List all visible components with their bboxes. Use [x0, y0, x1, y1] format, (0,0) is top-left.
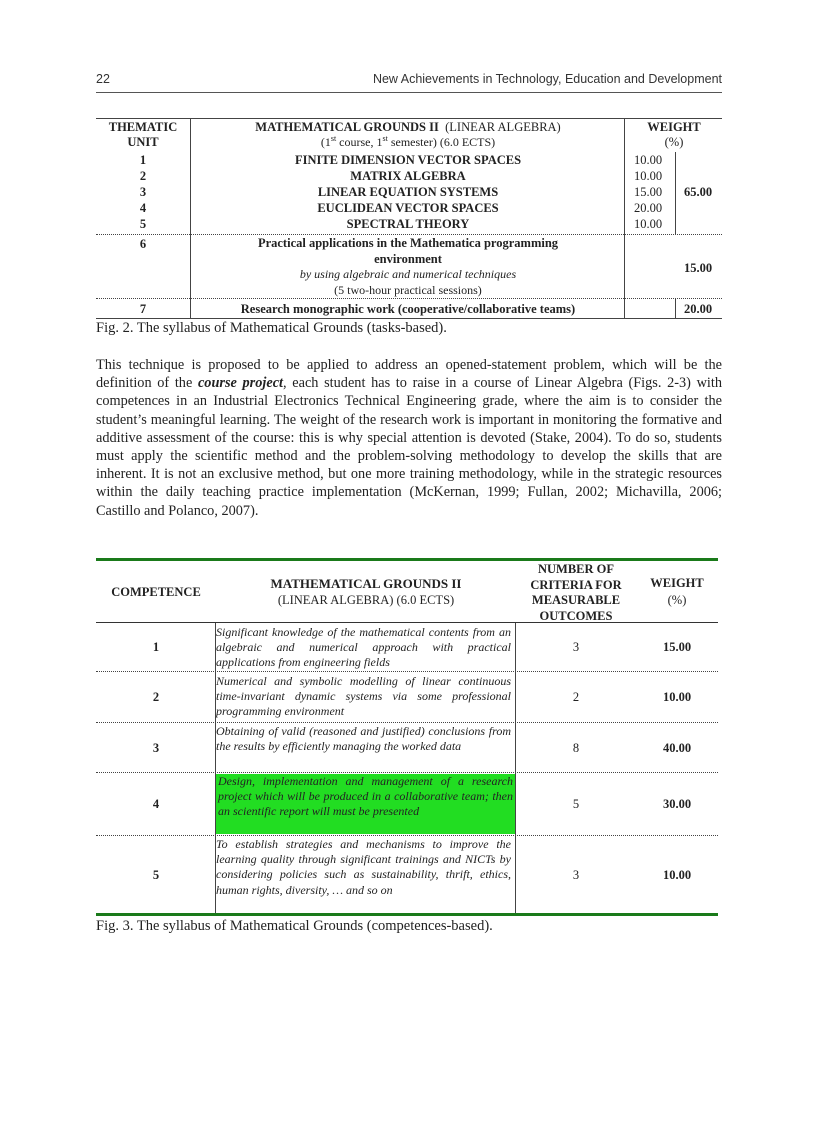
head-text: UNIT [127, 135, 159, 149]
competence-description: Significant knowledge of the mathematical contents from an algebraic and numerical approach with practical applications from engineering fields [216, 625, 511, 670]
competence-weight: 10.00 [662, 867, 692, 882]
competence-description-highlighted: Design, implementation and management of a research project which will be produced in a collaborative team; then an scientific report will must be presented [216, 774, 515, 834]
competence-weight: 10.00 [662, 690, 692, 704]
head-text: MATHEMATICAL GROUNDS II [270, 576, 462, 591]
unit-title: environment [374, 251, 442, 266]
unit-weight: 10.00 [634, 217, 663, 231]
table-row [96, 301, 722, 317]
table2-head-criteria [516, 562, 636, 624]
unit-number: 6 [139, 237, 147, 251]
table2-head-competence: COMPETENCE [111, 584, 201, 599]
table1-units [96, 152, 722, 232]
table1-head-weight [626, 120, 722, 150]
unit-number: 2 [139, 169, 147, 183]
table2-head-weight [636, 562, 718, 622]
competence-weight: 15.00 [662, 640, 692, 654]
table2-separator [96, 772, 718, 773]
criteria-count: 3 [572, 867, 580, 882]
head-title-paren: (LINEAR ALGEBRA) [445, 120, 561, 134]
competence-description: To establish strategies and mechanisms to improve the learning quality through significant trainings and NICTs by considering policies such as sustainability, thrift, ethics, human rights, diversity, … and so on [216, 837, 511, 897]
table-row [96, 168, 722, 184]
head-text: CRITERIA FOR [530, 577, 622, 592]
head-text: MEASURABLE [531, 593, 621, 607]
competence-weight: 30.00 [662, 797, 692, 811]
competence-number: 4 [152, 797, 160, 811]
table2-separator [96, 835, 718, 836]
syllabus-tasks-table [96, 118, 722, 320]
unit6-description [192, 236, 624, 298]
head-text: THEMATIC [108, 120, 178, 134]
syllabus-competences-table [96, 558, 718, 913]
unit-title: EUCLIDEAN VECTOR SPACES [317, 201, 499, 215]
unit-title: Research monographic work (cooperative/collaborative teams) [240, 302, 576, 316]
group-total-weight: 65.00 [684, 185, 713, 199]
competence-number: 1 [152, 640, 160, 654]
table1-separator [96, 298, 722, 299]
table-row [96, 236, 722, 298]
criteria-count: 3 [572, 640, 580, 654]
head-text: (LINEAR ALGEBRA) (6.0 ECTS) [277, 593, 455, 607]
competence-description: Obtaining of valid (reasoned and justified) conclusions from the results by efficiently managing the worked data [216, 724, 511, 754]
paragraph-emphasis: course project [197, 375, 284, 392]
head-text: (%) [667, 593, 687, 607]
table2-bottom-rule [96, 913, 718, 916]
unit-title: FINITE DIMENSION VECTOR SPACES [294, 153, 522, 167]
table2-head-title [216, 562, 516, 622]
book-title: New Achievements in Technology, Education and Development [372, 72, 722, 86]
head-sub: (1 [320, 135, 331, 149]
head-sub: semester) (6.0 ECTS) [387, 135, 496, 149]
head-text: OUTCOMES [539, 608, 613, 623]
competence-number: 3 [152, 740, 160, 755]
table-row [96, 216, 722, 232]
head-text: NUMBER OF [537, 562, 615, 576]
unit-weight: 10.00 [634, 153, 663, 167]
unit-weight: 15.00 [684, 261, 713, 275]
criteria-count: 2 [572, 690, 580, 704]
table-row [96, 184, 722, 200]
table1-head-title [192, 120, 624, 150]
unit-title: LINEAR EQUATION SYSTEMS [317, 185, 499, 199]
head-sup: st [382, 134, 388, 143]
unit-weight: 15.00 [634, 185, 663, 199]
unit-subtitle: by using algebraic and numerical techniques [299, 267, 517, 281]
table1-head-unit [96, 120, 190, 150]
unit-title: MATRIX ALGEBRA [350, 169, 466, 183]
competence-number: 5 [152, 867, 160, 882]
competence-number: 2 [152, 690, 160, 704]
criteria-count: 5 [572, 797, 580, 811]
table-row [96, 200, 722, 216]
unit-title: Practical applications in the Mathematica programming [257, 236, 559, 250]
competence-description: Numerical and symbolic modelling of linear continuous time-invariant dynamic systems via some professional programming environment [216, 674, 511, 719]
figure-caption: Fig. 3. The syllabus of Mathematical Grounds (competences-based). [96, 918, 493, 934]
unit-number: 7 [139, 302, 147, 316]
unit-title: SPECTRAL THEORY [346, 217, 470, 231]
paragraph-text: This technique is proposed to be applied to address an opened-statement problem, which will be the definition of the [96, 357, 722, 392]
table1-separator [96, 234, 722, 235]
criteria-count: 8 [572, 740, 580, 755]
competence-weight: 40.00 [662, 740, 692, 755]
table1-bottom-rule [96, 318, 722, 319]
header-rule [96, 92, 722, 93]
unit-number: 5 [139, 217, 147, 231]
page-number: 22 [96, 72, 110, 86]
unit-subtitle: (5 two-hour practical sessions) [334, 282, 482, 297]
head-sup: st [330, 134, 337, 143]
head-title-bold: MATHEMATICAL GROUNDS II [255, 120, 439, 134]
unit-number: 1 [139, 153, 147, 167]
table2-separator [96, 722, 718, 723]
unit-weight: 20.00 [684, 302, 713, 316]
head-text: WEIGHT [650, 576, 704, 590]
paragraph-text: , each student has to raise in a course of Linear Algebra (Figs. 2-3) with competences in an Industrial Electronics Technical Engineering grade, where the aim is to consider the student’s meaningful learning. The weight of the research work is important in monitoring the formative and additive assessment of the course: this is why special attention is devoted (Stake, 2004). To do so, students must apply the scientific method and the problem-solving methodology to develop the skills that are inherent. It is not an exclusive method, but one more training methodology, while in the strategic resources within the daily teaching practice implementation (McKernan, 1999; Fullan, 2002; Michavilla, 2006; Castillo and Polanco, 2007). [96, 375, 722, 519]
running-header [96, 72, 722, 90]
table2-separator [96, 671, 718, 672]
unit-number: 3 [139, 185, 147, 199]
head-text: (%) [664, 135, 684, 149]
table-row [96, 152, 722, 168]
head-sub: course, 1 [336, 135, 383, 149]
unit-number: 4 [139, 201, 147, 215]
body-paragraph [96, 356, 722, 520]
head-text: WEIGHT [647, 120, 701, 134]
unit-weight: 20.00 [634, 201, 663, 215]
figure-caption: Fig. 2. The syllabus of Mathematical Grounds (tasks-based). [96, 320, 447, 336]
unit-weight: 10.00 [634, 169, 663, 183]
